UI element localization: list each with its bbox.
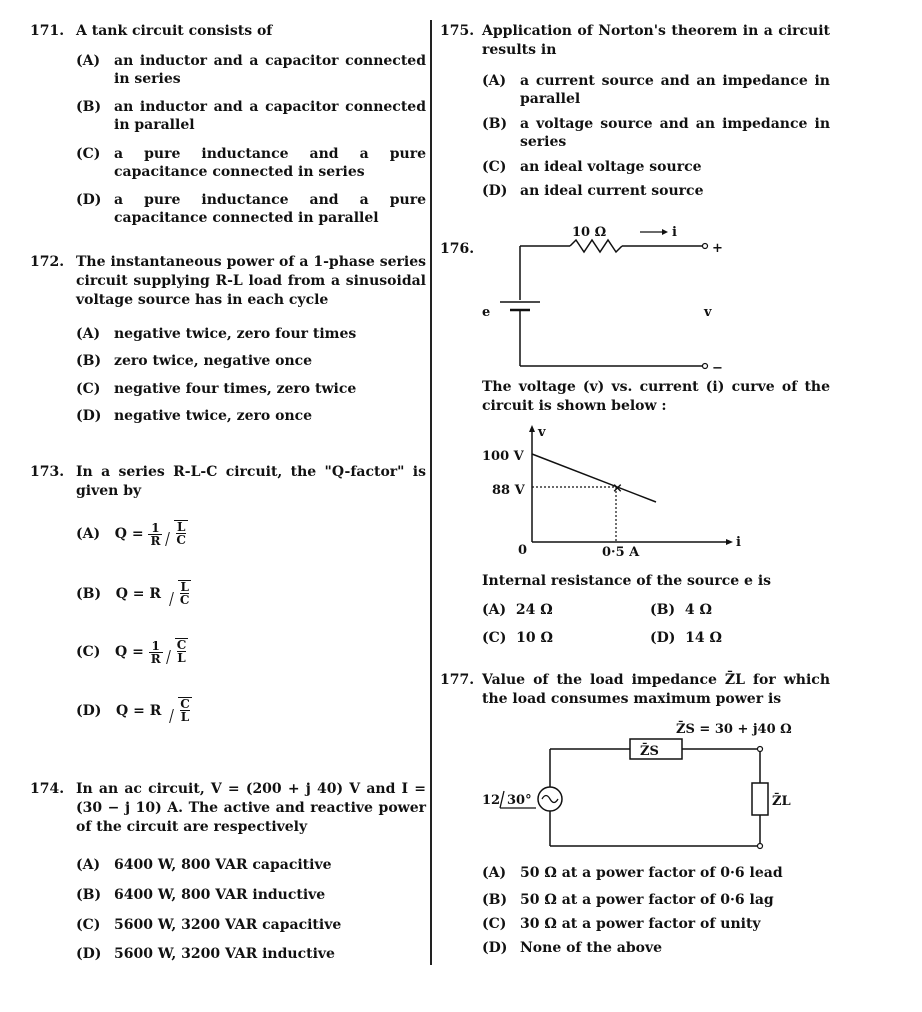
question-stem: A tank circuit consists of bbox=[76, 23, 273, 39]
option-177-d[interactable]: (D) None of the above bbox=[482, 940, 662, 956]
option-171-b[interactable]: (B) an inductor and a capacitor connected in parallel bbox=[76, 99, 426, 133]
square-root: $\frac{L}{C}$ bbox=[166, 580, 192, 608]
source-angle: 30° bbox=[507, 793, 532, 808]
option-175-d[interactable]: (D) an ideal current source bbox=[482, 183, 704, 199]
option-177-b[interactable]: (B) 50 Ω at a power factor of 0·6 lag bbox=[482, 892, 774, 908]
current-label: i bbox=[672, 225, 677, 240]
option-175-a[interactable]: (A) a current source and an impedance in parallel bbox=[482, 73, 830, 107]
question-176-stem: The voltage (v) vs. current (i) curve of the circuit is shown below : bbox=[482, 379, 830, 414]
source-magnitude: 12 bbox=[482, 793, 501, 808]
question-173: 173. In a series R-L-C circuit, the "Q-factor" is given by bbox=[30, 464, 426, 499]
option-177-c[interactable]: (C) 30 Ω at a power factor of unity bbox=[482, 916, 761, 932]
terminal-plus bbox=[703, 244, 708, 249]
question-171 bbox=[30, 22, 426, 41]
option-173-d[interactable]: (D) Q = R $\frac{C}{L}$ bbox=[76, 697, 190, 724]
question-172: 172. The instantaneous power of a 1-phase series circuit supplying R-L load from a sinusoidal voltage source has in each cycle bbox=[30, 254, 426, 308]
option-177-a[interactable]: (A) 50 Ω at a power factor of 0·6 lead bbox=[482, 865, 783, 881]
option-176-b[interactable]: (B) 4 Ω bbox=[650, 602, 712, 618]
option-174-a[interactable]: (A) 6400 W, 800 VAR capacitive bbox=[76, 857, 332, 873]
question-176-question: Internal resistance of the source e is bbox=[482, 573, 772, 589]
option-173-a[interactable]: (A) Q = $\frac{1}{R}$ $\frac{L}{C}$ bbox=[76, 520, 186, 548]
option-173-c[interactable]: (C) Q = $\frac{1}{R}$ $\frac{C}{L}$ bbox=[76, 638, 187, 666]
tick-88v: 88 V bbox=[492, 483, 525, 498]
terminal-minus bbox=[703, 364, 708, 369]
operating-point-mark: × bbox=[612, 481, 623, 496]
option-172-a[interactable]: (A) negative twice, zero four times bbox=[76, 326, 357, 342]
voltage-label: v bbox=[704, 305, 712, 320]
option-171-a[interactable]: (A) an inductor and a capacitor connected in series bbox=[76, 53, 426, 87]
option-171-d[interactable]: (D) a pure inductance and a pure capacitance connected in parallel bbox=[76, 192, 426, 226]
resistor-label: 10 Ω bbox=[572, 225, 607, 240]
zl-box bbox=[752, 783, 768, 815]
option-174-c[interactable]: (C) 5600 W, 3200 VAR capacitive bbox=[76, 917, 342, 933]
option-175-b[interactable]: (B) a voltage source and an impedance in series bbox=[482, 116, 830, 150]
fraction: $\frac{1}{R}$ bbox=[150, 520, 161, 548]
vi-graph bbox=[480, 420, 760, 565]
graph-y-label: v bbox=[538, 425, 546, 440]
question-176-number: 176. bbox=[440, 241, 475, 257]
option-176-d[interactable]: (D) 14 Ω bbox=[650, 630, 722, 646]
option-172-b[interactable]: (B) zero twice, negative once bbox=[76, 353, 313, 369]
question-177: 177. Value of the load impedance Z̄L for which the load consumes maximum power is bbox=[440, 672, 830, 707]
square-root: $\frac{C}{L}$ bbox=[166, 697, 192, 725]
circuit-diagram-176 bbox=[480, 220, 780, 380]
column-divider bbox=[430, 20, 432, 965]
resistor-symbol bbox=[570, 240, 622, 252]
option-173-b[interactable]: (B) Q = R $\frac{L}{C}$ bbox=[76, 580, 190, 607]
plus-label: + bbox=[712, 241, 723, 256]
graph-x-label: i bbox=[736, 535, 741, 550]
option-174-d[interactable]: (D) 5600 W, 3200 VAR inductive bbox=[76, 946, 335, 962]
circuit-diagram-177 bbox=[480, 715, 830, 855]
zs-box-label: Z̄S bbox=[640, 744, 659, 759]
minus-label: − bbox=[712, 361, 723, 376]
option-172-d[interactable]: (D) negative twice, zero once bbox=[76, 408, 313, 424]
option-174-b[interactable]: (B) 6400 W, 800 VAR inductive bbox=[76, 887, 326, 903]
question-174: 174. In an ac circuit, V = (200 + j 40) V and I = (30 − j 10) A. The active and reactive power of the circuit are respectively bbox=[30, 781, 426, 835]
tick-05a: 0·5 A bbox=[602, 545, 640, 560]
option-176-c[interactable]: (C) 10 Ω bbox=[482, 630, 553, 646]
square-root: $\frac{C}{L}$ bbox=[163, 638, 189, 666]
option-176-a[interactable]: (A) 24 Ω bbox=[482, 602, 553, 618]
question-number: 171. bbox=[30, 23, 65, 39]
fraction: $\frac{1}{R}$ bbox=[150, 638, 161, 666]
option-175-c[interactable]: (C) an ideal voltage source bbox=[482, 159, 702, 175]
square-root: $\frac{L}{C}$ bbox=[162, 520, 188, 548]
zl-label: Z̄L bbox=[772, 794, 791, 809]
question-175: 175. Application of Norton's theorem in a circuit results in bbox=[440, 23, 830, 58]
tick-100v: 100 V bbox=[482, 449, 524, 464]
source-label: e bbox=[482, 305, 491, 320]
option-171-c[interactable]: (C) a pure inductance and a pure capacitance connected in series bbox=[76, 146, 426, 180]
option-172-c[interactable]: (C) negative four times, zero twice bbox=[76, 381, 357, 397]
angle-symbol bbox=[500, 791, 504, 808]
vi-line bbox=[532, 454, 656, 502]
zs-value-label: Z̄S = 30 + j40 Ω bbox=[676, 722, 792, 737]
tick-origin: 0 bbox=[518, 543, 528, 558]
